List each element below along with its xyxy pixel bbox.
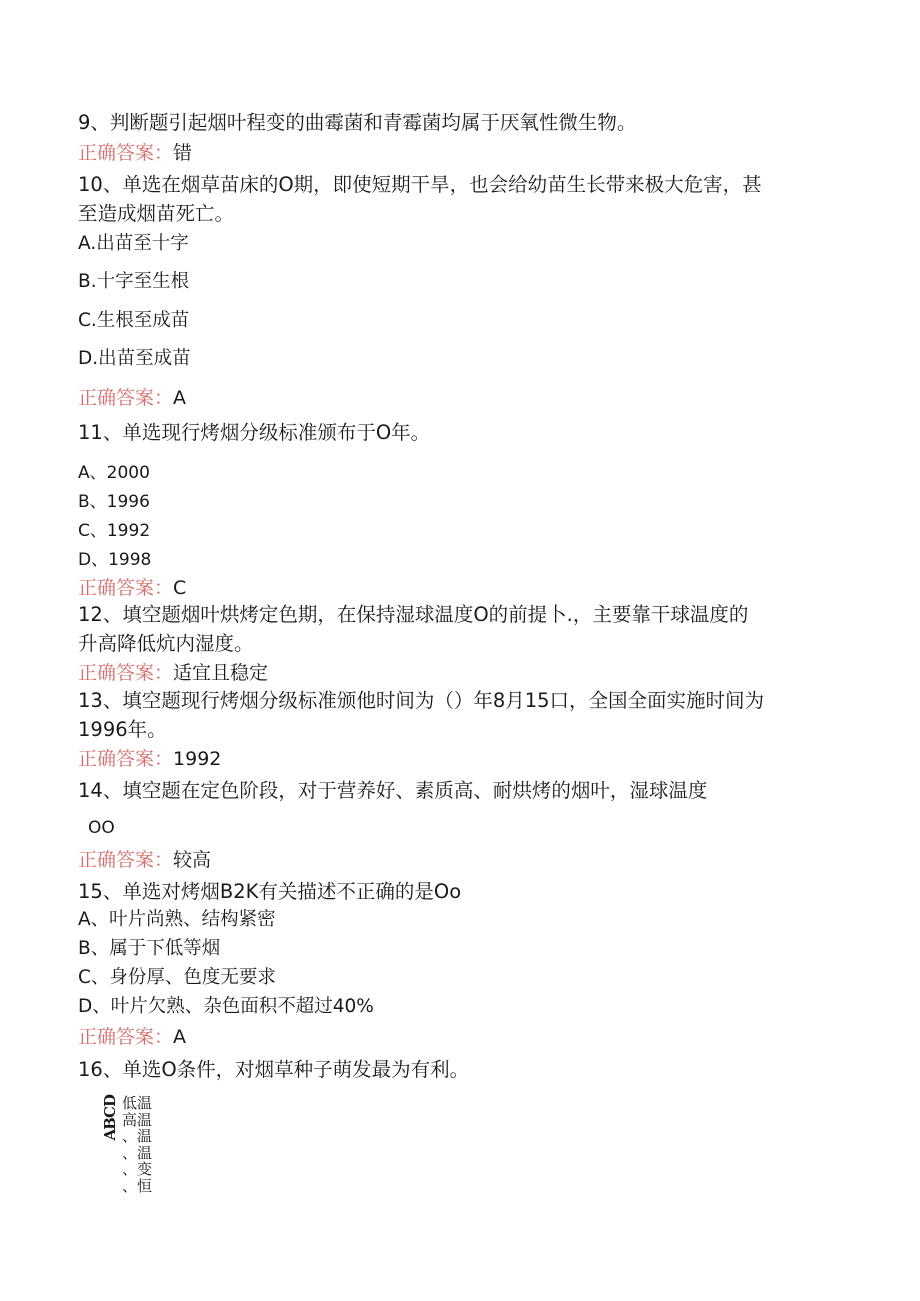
answer-label: 正确答案： [78, 577, 174, 599]
answer-label: 正确答案： [78, 849, 174, 871]
answer-label: 正确答案： [78, 748, 174, 770]
option-fragment: 低温 [122, 1094, 153, 1112]
question-12-line1: 12、填空题烟叶烘烤定色期，在保持湿球温度O的前提卜.，主要靠干球温度的 [78, 603, 749, 626]
answer-value: 较高 [173, 849, 212, 871]
question-10-line1: 10、单选在烟草苗床的O期，即使短期干旱，也会给幼苗生长带来极大危害，甚 [78, 173, 762, 196]
answer-label: 正确答案： [78, 142, 174, 164]
option-d: D、叶片欠熟、杂色面积不超过40% [78, 996, 374, 1017]
answer-value: 适宜且稳定 [173, 662, 269, 684]
question-9: 9、判断题引起烟叶程变的曲霉菌和青霉菌均属于厌氧性微生物。 [78, 111, 637, 134]
option-fragment: 、变 [122, 1160, 153, 1178]
answer-label: 正确答案： [78, 387, 174, 409]
question-13-line2: 1996年。 [78, 718, 167, 741]
question-15: 15、单选对烤烟B2K有关描述不正确的是Oo [78, 880, 462, 903]
option-fragment: 高温 [122, 1110, 153, 1129]
option-a: A.出苗至十字 [78, 233, 189, 254]
answer-value: A [173, 1026, 187, 1048]
answer-row-9 [78, 141, 192, 165]
option-fragment: 、温 [122, 1127, 153, 1145]
answer-row-15 [78, 1025, 186, 1049]
option-letters: ABCD [101, 1095, 119, 1141]
option-c: C、身份厚、色度无要求 [78, 967, 276, 988]
answer-row-13 [78, 747, 221, 771]
answer-row-12 [78, 661, 268, 685]
question-11: 11、单选现行烤烟分级标准颁布于O年。 [78, 421, 431, 444]
answer-label: 正确答案： [78, 662, 174, 684]
option-b: B、1996 [78, 492, 150, 512]
answer-row-11 [78, 576, 186, 600]
question-12-line2: 升高降低炕内湿度。 [78, 632, 254, 655]
question-14-line2: OO [88, 818, 115, 838]
option-fragment: 、恒 [122, 1176, 153, 1195]
option-fragment: 、温 [122, 1143, 153, 1162]
answer-value: A [173, 387, 187, 409]
option-d: D、1998 [78, 550, 152, 570]
answer-value: 1992 [173, 748, 222, 770]
answer-value: 错 [173, 142, 193, 164]
option-a: A、2000 [78, 463, 150, 483]
option-column [122, 1095, 158, 1194]
answer-row-14 [78, 848, 211, 872]
answer-value: C [173, 577, 187, 599]
question-16: 16、单选O条件，对烟草种子萌发最为有利。 [78, 1058, 470, 1081]
option-c: C.生根至成苗 [78, 310, 190, 331]
option-d: D.出苗至成苗 [78, 348, 191, 369]
question-10-line2: 至造成烟苗死亡。 [78, 202, 235, 225]
option-b: B、属于下低等烟 [78, 938, 221, 959]
option-c: C、1992 [78, 521, 151, 541]
answer-label: 正确答案： [78, 1026, 174, 1048]
question-13-line1: 13、填空题现行烤烟分级标准颁他时间为（）年8月15口，全国全面实施时间为 [78, 689, 765, 712]
option-a: A、叶片尚熟、结构紧密 [78, 909, 276, 930]
option-b: B.十字至生根 [78, 271, 190, 292]
answer-row-10 [78, 386, 186, 410]
question-14-line1: 14、填空题在定色阶段，对于营养好、素质高、耐烘烤的烟叶，湿球温度 [78, 779, 708, 802]
